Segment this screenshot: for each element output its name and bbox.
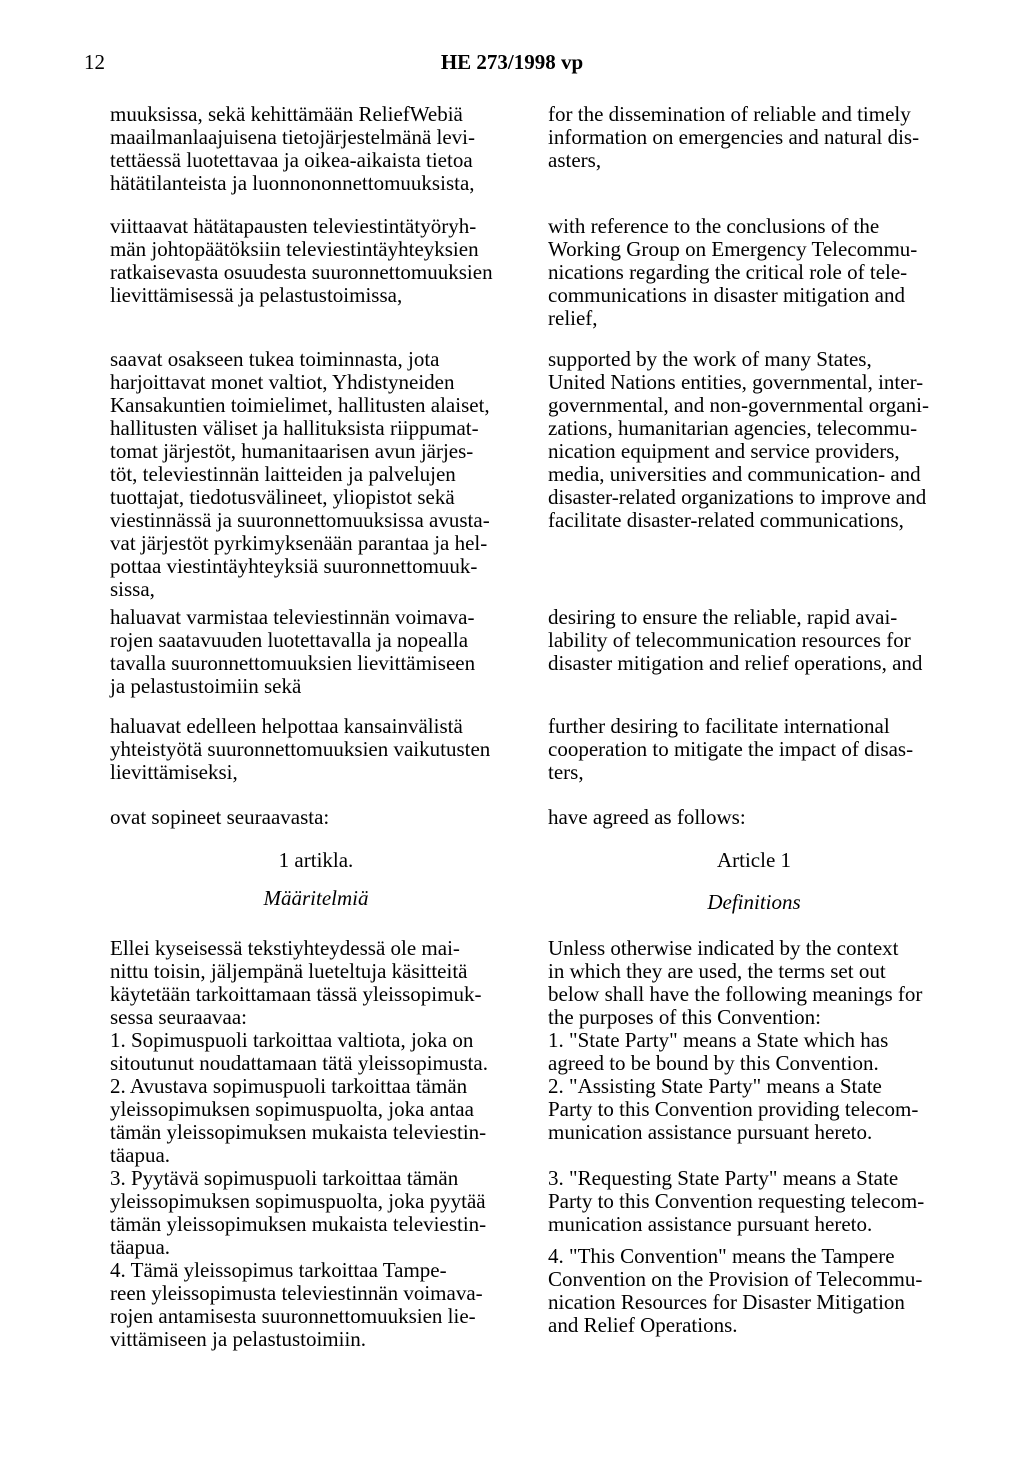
en-definition-2: 2. "Assisting State Party" means a State Party to this Convention providing telecom- munication assistance pursuant hereto. bbox=[548, 1074, 919, 1144]
fi-definition-3: 3. Pyytävä sopimuspuoli tarkoittaa tämän yleissopimuksen sopimuspuolta, joka pyytää tämän yleissopimuksen mukaista televiestin- täapua. bbox=[110, 1166, 487, 1259]
en-definition-3: 3. "Requesting State Party" means a State Party to this Convention requesting telecom- munication assistance pursuant hereto. bbox=[548, 1166, 925, 1236]
en-paragraph-3: supported by the work of many States, United Nations entities, governmental, inter- governmental, and non-governmental organi- zations, humanitarian agencies, telecommu- nication equipment and service providers, media, universities and communication- and disaster-related organizations to improve and facilitate disaster-related communications, bbox=[548, 347, 929, 532]
en-paragraph-4: desiring to ensure the reliable, rapid avai- lability of telecommunication resources for disaster mitigation and relief operations, and bbox=[548, 605, 923, 675]
document-reference: HE 273/1998 vp bbox=[440, 50, 584, 74]
en-definition-1: 1. "State Party" means a State which has agreed to be bound by this Convention. bbox=[548, 1028, 889, 1075]
en-article-title: Definitions bbox=[707, 890, 801, 914]
fi-paragraph-3: saavat osakseen tukea toiminnasta, jota harjoittavat monet valtiot, Yhdistyneiden Kansakuntien toimielimet, hallitusten alaiset, hallitusten väliset ja hallituksista riippumat- tomat järjestöt, humanitaarisen avun järjes- töt, televiestinnän laitteiden ja palvelujen tuottajat, tiedotusvälineet, yliopistot sekä viestinnässä ja suuronnettomuuksissa avusta- vat järjestöt pyrkimyksenään parantaa ja hel- pottaa viestintäyhteyksiä suuronnettomuuk- sissa, bbox=[110, 347, 490, 601]
fi-article-title: Määritelmiä bbox=[263, 886, 369, 910]
en-paragraph-2: with reference to the conclusions of the Working Group on Emergency Telecommu- nications regarding the critical role of tele- communications in disaster mitigation and relief, bbox=[548, 214, 918, 330]
fi-definition-2: 2. Avustava sopimuspuoli tarkoittaa tämän yleissopimuksen sopimuspuolta, joka antaa tämän yleissopimuksen mukaista televiestin- täapua. bbox=[110, 1074, 487, 1167]
en-definition-4: 4. "This Convention" means the Tampere Convention on the Provision of Telecommu- nication Resources for Disaster Mitigation and Relief Operations. bbox=[548, 1244, 923, 1337]
fi-intro: Ellei kyseisessä tekstiyhteydessä ole mai- nittu toisin, jäljempänä lueteltuja käsitteitä käytetään tarkoittamaan tässä yleissopimuk- sessa seuraavaa: bbox=[110, 936, 482, 1029]
fi-definition-4: 4. Tämä yleissopimus tarkoittaa Tampe- reen yleissopimusta televiestinnän voimava- rojen antamisesta suuronnettomuuksien lie- vittämiseen ja pelastustoimiin. bbox=[110, 1258, 483, 1351]
fi-paragraph-4: haluavat varmistaa televiestinnän voimava- rojen saatavuuden luotettavalla ja nopealla tavalla suuronnettomuuksien lievittämiseen ja pelastustoimiin sekä bbox=[110, 605, 476, 698]
fi-paragraph-5: haluavat edelleen helpottaa kansainvälistä yhteistyötä suuronnettomuuksien vaikutusten lievittämiseksi, bbox=[110, 714, 491, 784]
en-paragraph-5: further desiring to facilitate international cooperation to mitigate the impact of disas- ters, bbox=[548, 714, 914, 784]
fi-article-heading: 1 artikla. bbox=[278, 848, 354, 872]
fi-paragraph-2: viittaavat hätätapausten televiestintätyöryh- män johtopäätöksiin televiestintäyhteyksien ratkaisevasta osuudesta suuronnettomuuksien lievittämisessä ja pelastustoimissa, bbox=[110, 214, 493, 307]
fi-paragraph-6: ovat sopineet seuraavasta: bbox=[110, 805, 330, 829]
fi-definition-1: 1. Sopimuspuoli tarkoittaa valtiota, joka on sitoutunut noudattamaan tätä yleissopimusta. bbox=[110, 1028, 488, 1075]
en-intro: Unless otherwise indicated by the context in which they are used, the terms set out below shall have the following meanings for the purposes of this Convention: bbox=[548, 936, 923, 1029]
page-number: 12 bbox=[84, 50, 105, 74]
fi-paragraph-1: muuksissa, sekä kehittämään ReliefWebiä maailmanlaajuisena tietojärjestelmänä levi- tettäessä luotettavaa ja oikea-aikaista tietoa hätätilanteista ja luonnononnettomuuksista, bbox=[110, 102, 476, 195]
en-paragraph-1: for the dissemination of reliable and timely information on emergencies and natural dis- asters, bbox=[548, 102, 920, 172]
en-article-heading: Article 1 bbox=[716, 848, 792, 872]
en-paragraph-6: have agreed as follows: bbox=[548, 805, 746, 829]
